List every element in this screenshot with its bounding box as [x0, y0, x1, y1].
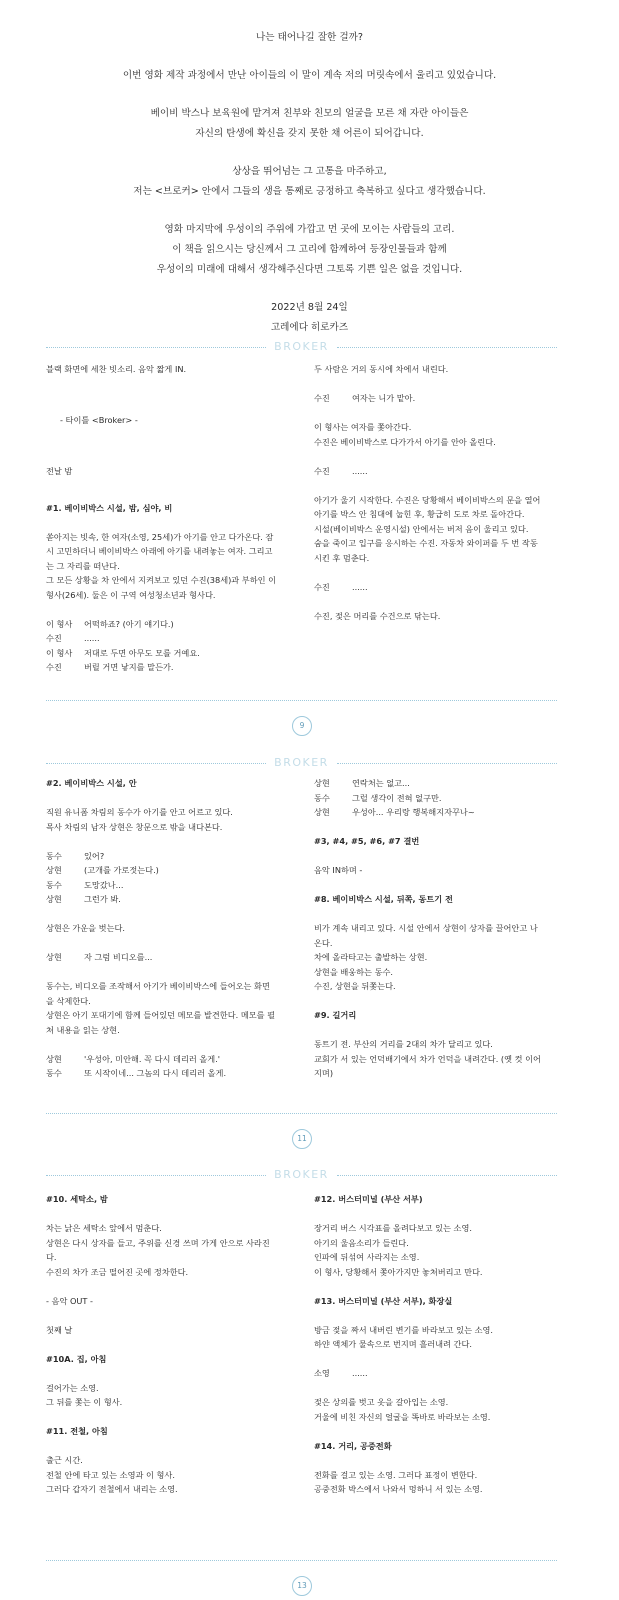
broker-logo: BROKER: [274, 340, 329, 353]
scene-heading: #10. 세탁소, 밤: [46, 1194, 108, 1204]
foreword-paragraph: 상상을 뛰어넘는 그 고통을 마주하고, 저는 <브로커> 안에서 그들의 생을 통째로 긍정하고 축복하고 싶다고 생각했습니다.: [133, 166, 486, 197]
scene-heading: #8. 베이비박스 시설, 뒤쪽, 동트기 전: [314, 894, 453, 904]
dialogue-line: 동수 그럴 생각이 전혀 없구만.: [314, 792, 442, 803]
script-column-right: 두 사람은 거의 동시에 차에서 내린다. 수진 여자는 니가 맡아. 이 형사는 여자를 쫓아간다. 수진은 베이비박스로 다가가서 아기를 안아 올린다. 수진 ...... 아기가 울기 시작한다. 수진은 당황해서 베이비박스의 문을 열어 아기를 박스 안 침대에 눕힌 후, 황급히 도로 차로 돌아간다. 시설(베이비박스 운영시설) 안에서는 버저 음이 울리고 있다. 숨을 죽이고 입구를 응시하는 수진. 자동차 와이퍼를 두 번 작동 시킨 후 멈춘다. 수진 ...... 수진, 젖은 머리를 수건으로 닦는다.: [314, 362, 554, 623]
foreword-author: 고레에다 히로카즈: [270, 322, 349, 333]
dialogue-line: 동수 도망갔나...: [46, 879, 124, 890]
page-footer: [46, 1560, 557, 1590]
script-page-13: [46, 1192, 557, 1522]
foreword-paragraph: 이번 영화 제작 과정에서 만난 아이들의 이 말이 계속 저의 머릿속에서 울리고 있었습니다.: [122, 70, 497, 81]
dialogue-line: 상현 우성아... 우리랑 행복해지자꾸나~: [314, 807, 475, 817]
page-footer: [46, 1113, 557, 1143]
page-header-divider: [46, 340, 557, 354]
dialogue-line: 상현 자 그럼 비디오를...: [46, 952, 153, 962]
page-header-divider: [46, 1168, 557, 1182]
page-number: 11: [292, 1129, 312, 1149]
scene-heading: #3, #4, #5, #6, #7 결번: [314, 836, 420, 846]
foreword-paragraph: 베이비 박스나 보육원에 맡겨져 친부와 친모의 얼굴을 모른 채 자란 아이들은 자신의 탄생에 확신을 갖지 못한 채 어른이 되어갑니다.: [150, 108, 469, 139]
page-header-divider: [46, 756, 557, 770]
foreword-paragraph: 나는 태어나길 잘한 걸까?: [256, 32, 363, 43]
dialogue-line: 상현 연락처는 없고...: [314, 778, 410, 788]
page-footer: [46, 700, 557, 730]
dialogue-line: 수진 버릴 거면 낳지를 말든가.: [46, 662, 174, 672]
scene-heading: #10A. 집, 아침: [46, 1353, 107, 1364]
dialogue-line: 소영 ......: [314, 1368, 368, 1378]
broker-logo: BROKER: [274, 756, 329, 769]
dialogue-line: 상현 그런가 봐.: [46, 894, 121, 904]
scene-heading: #11. 전철, 아침: [46, 1426, 108, 1436]
dialogue-line: 상현 '우성아, 미안해. 꼭 다시 데리러 올게.': [46, 1053, 221, 1064]
scene-heading: #9. 길거리: [314, 1010, 357, 1020]
foreword-date: 2022년 8월 24일: [271, 302, 348, 313]
broker-logo: BROKER: [274, 1168, 329, 1181]
page-number: 9: [292, 716, 312, 736]
dialogue-line: 수진 ......: [314, 581, 368, 592]
dialogue-line: 수진 ......: [314, 465, 368, 476]
foreword-paragraph: 영화 마지막에 우성이의 주위에 가깝고 먼 곳에 모이는 사람들의 고리. 이 책을 읽으시는 당신께서 그 고리에 함께하여 등장인물들과 함께 우성이의 미래에 대해서 생각해주신다면 그토록 기쁜 일은 없을 것입니다.: [156, 224, 463, 275]
dialogue-line: 수진 여자는 니가 맡아.: [314, 393, 416, 403]
dialogue-line: 동수 있어?: [46, 850, 105, 861]
script-column-right: #12. 버스터미널 (부산 서부) 장거리 버스 시각표를 올려다보고 있는 소영. 아기의 울음소리가 들린다. 인파에 뒤섞여 사라지는 소영. 이 형사, 당황해서 쫓아가지만 놓쳐버리고 만다. #13. 버스터미널 (부산 서부), 화장실 방금 젖을 짜서 내버린 변기를 바라보고 있는 소영. 하얀 액체가 물속으로 번지며 흘러내려 간다. 소영 ...... 젖은 상의를 벗고 옷을 갈아입는 소영. 거울에 비친 자신의 얼굴을 똑바로 바라보는 소영. #14. 거리, 공중전화 전화를 걸고 있는 소영. 그러다 표정이 변한다. 공중전화 박스에서 나와서 멍하니 서 있는 소영.: [314, 1192, 554, 1497]
script-page-11: [46, 776, 557, 1106]
script-column-right: 상현 연락처는 없고... 동수 그럴 생각이 전혀 없구만. 상현 우성아... 우리랑 행복해지자꾸나~ #3, #4, #5, #6, #7 결번 음악 IN하며 - #8. 베이비박스 시설, 뒤쪽, 동트기 전 비가 계속 내리고 있다. 시설 안에서 상현이 상자를 끌어안고 나 온다. 차에 올라타고는 출발하는 상현. 상현을 배웅하는 동수. 수진, 상현을 뒤쫓는다. #9. 길거리 동트기 전. 부산의 거리를 2대의 차가 달리고 있다. 교회가 서 있는 언덕배기에서 차가 언덕을 내려간다. (옛 컷 이어 지며): [314, 776, 554, 1081]
script-page-9: [46, 362, 557, 682]
script-column-left: #10. 세탁소, 밤 차는 낡은 세탁소 앞에서 멈춘다. 상현은 다시 상자를 들고, 주위를 신경 쓰며 가게 안으로 사라진 다. 수진의 차가 조금 떨어진 곳에 정차한다. - 음악 OUT - 첫째 날 #10A. 집, 아침 걸어가는 소영. 그 뒤를 쫓는 이 형사. #11. 전철, 아침 출근 시간. 전철 안에 타고 있는 소영과 이 형사. 그러다 갑자기 전철에서 내리는 소영.: [46, 1192, 286, 1497]
scene-heading: #12. 버스터미널 (부산 서부): [314, 1194, 423, 1204]
foreword: [0, 28, 619, 338]
scene-heading: #13. 버스터미널 (부산 서부), 화장실: [314, 1295, 453, 1306]
page-number: 13: [292, 1576, 312, 1596]
scene-heading: #1. 베이비박스 시설, 밤, 심야, 비: [46, 502, 173, 513]
dialogue-line: 상현 (고개를 가로젓는다.): [46, 865, 159, 875]
script-column-left: 블랙 화면에 세찬 빗소리. 음악 짧게 IN. - 타이틀 <Broker> - 전날 밤 #1. 베이비박스 시설, 밤, 심야, 비 쏟아지는 빗속, 한 여자(소영, 25세)가 아기를 안고 다가온다. 잠 시 고민하더니 베이비박스 아래에 아기를 내려놓는 여자. 그리고 는 그 자리를 떠난다. 그 모든 상황을 차 안에서 지켜보고 있던 수진(38세)과 부하인 이 형사(26세). 둘은 이 구역 여성청소년과 형사다. 이 형사 어떡하죠? (아기 얘기다.) 수진 ...... 이 형사 저대로 두면 아무도 모를 거예요. 수진 버릴 거면 낳지를 말든가.: [46, 362, 286, 675]
dialogue-line: 동수 또 시작이네... 그놈의 다시 데리러 올게.: [46, 1068, 227, 1078]
scene-heading: #14. 거리, 공중전화: [314, 1440, 392, 1451]
dialogue-line: 이 형사 어떡하죠? (아기 얘기다.): [46, 618, 174, 629]
dialogue-line: 수진 ......: [46, 633, 100, 643]
dialogue-line: 이 형사 저대로 두면 아무도 모를 거예요.: [46, 647, 200, 658]
script-column-left: #2. 베이비박스 시설, 안 직원 유니폼 차림의 동수가 아기를 안고 어르고 있다. 목사 차림의 남자 상현은 창문으로 밖을 내다본다. 동수 있어? 상현 (고개를 가로젓는다.) 동수 도망갔나... 상현 그런가 봐. 상현은 가운을 벗는다. 상현 자 그럼 비디오를... 동수는, 비디오를 조작해서 아기가 베이비박스에 들어오는 화면 을 삭제한다. 상현은 아기 포대기에 함께 들어있던 메모를 발견한다. 메모를 펼 쳐 내용을 읽는 상현. 상현 '우성아, 미안해. 꼭 다시 데리러 올게.' 동수 또 시작이네... 그놈의 다시 데리러 올게.: [46, 776, 286, 1081]
scene-heading: #2. 베이비박스 시설, 안: [46, 778, 137, 788]
